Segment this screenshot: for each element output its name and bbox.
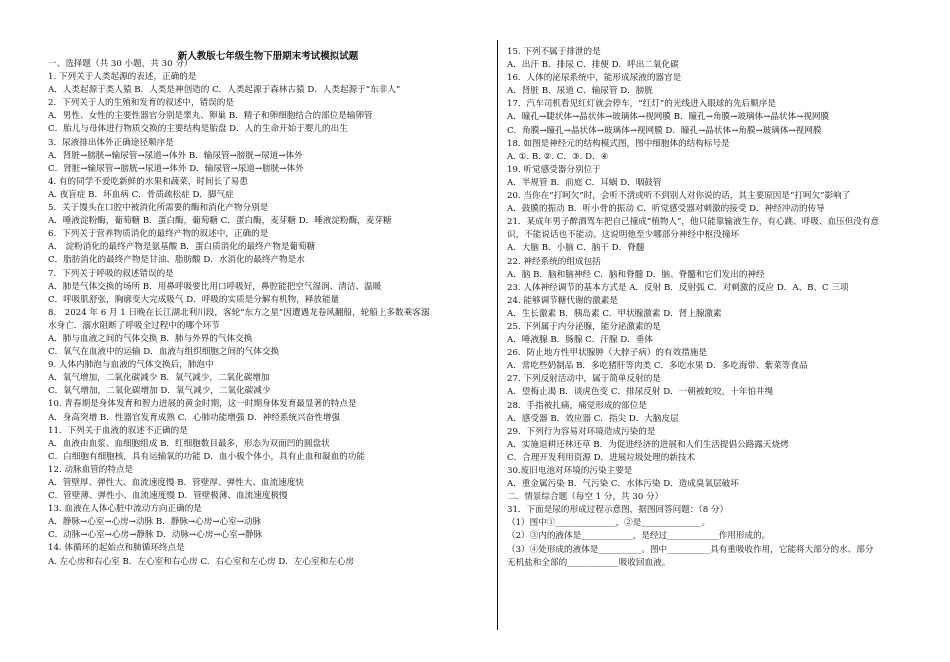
question-line: C．氧气在血液中的运输 D．血液与组织细胞之间的气体交换 xyxy=(48,347,280,358)
question-line: 27. 下列反射活动中，属于简单反射的是 xyxy=(507,374,661,385)
question-line: 3．尿液排出体外正确途径顺序是 xyxy=(48,137,174,148)
question-line: A．常吃些奶制品 B．多吃猪肝等肉类 C．多吃水果 D．多吃海带、紫菜等食品 xyxy=(507,361,808,372)
question-line: 30.废旧电池对环境的污染主要是 xyxy=(507,466,633,476)
question-line: A．脑 B．脑和脑神经 C．脑和脊髓 D．脑、脊髓和它们发出的神经 xyxy=(507,269,765,280)
question-line: A．半规管 B．前庭 C．耳蜗 D．咽鼓管 xyxy=(507,177,662,188)
question-line: 5．关于馒头在口腔中被消化所需要的酶和消化产物分别是 xyxy=(48,203,269,214)
question-line: C．合理开发利用资源 D．进展垃圾处理的新技术 xyxy=(507,452,696,463)
question-line: A．人类起源于类人猿 B．人类是神创造的 C．人类起源于森林古猿 D．人类起源于“东非人” xyxy=(48,85,401,96)
question-line: 1. 下列关于人类起源的表述，正确的是 xyxy=(48,72,197,83)
right-column xyxy=(507,46,939,570)
exam-title: 新人教版七年级生物下册期末考试模拟试题 xyxy=(177,51,359,62)
question-line: 29．下列行为容易对环境造成污染的是 xyxy=(507,426,656,437)
question-line: A．肾脏 B．尿道 C．输尿管 D．膀胱 xyxy=(507,86,653,97)
question-line: C．白细胞有细胞核，具有运输氧的功能 D．血小板个体小，具有止血和凝血的功能 xyxy=(48,451,365,462)
left-column xyxy=(48,38,488,569)
question-line: C．氧气增加，二氧化碳增加 D．氧气减少，二氧化碳减少 xyxy=(48,386,271,397)
question-line: 20. 当你在“打呵欠”时，会听不清或听不到别人对你说的话，其主要原因是“打呵欠”影响了 xyxy=(507,191,851,202)
question-line: 14. 体循环的起始点和肺循环终点是 xyxy=(48,543,185,554)
question-line: A. 左心房和右心室 B．左心室和右心房 C．右心室和左心房 D．左心室和左心房 xyxy=(48,556,355,567)
question-line: 24. 能够调节糖代谢的激素是 xyxy=(507,295,618,306)
question-line: 16．人体的泌尿系统中，能形成尿液的器官是 xyxy=(507,73,682,84)
question-line: A．肺与血液之间的气体交换 B．肺与外界的气体交换 xyxy=(48,333,253,344)
question-line: A．肾脏→膀胱→输尿管→尿道→体外 B．输尿管→膀胱→尿道→体外 xyxy=(48,150,303,161)
question-line: A. ①. B. ②. C．③. D．④ xyxy=(507,151,609,162)
question-line: C．脂肪消化的最终产物是甘油、脂肪酸 D．水消化的最终产物是水 xyxy=(48,255,305,266)
question-line: 12. 动脉血管的特点是 xyxy=(48,464,134,475)
question-line: 识，不能说话也不能动。这说明他至少哪部分神经中枢没撞坏 xyxy=(507,230,740,241)
question-line: 21．某成年男子醉酒驾车把自己撞成“植物人”，他只能靠输液生存，有心跳、呼吸、血压但没有意 xyxy=(507,217,880,228)
question-line: 18. 如图是神经元的结构模式图，图中细胞体的结构标号是 xyxy=(507,138,730,149)
question-line: A．血液由血浆、血细胞组成 B．红细胞数目最多，形态为双面凹的圆盘状 xyxy=(48,438,330,449)
question-line: A．重金属污染 B．气污染 C．水体污染 D．造成臭氧层破坏 xyxy=(507,479,739,490)
question-line: A．生长激素 B．胰岛素 C．甲状腺激素 D．肾上腺激素 xyxy=(507,308,722,319)
question-line: （1）图中①______________，②是______________。 xyxy=(507,518,711,529)
question-line: A．望梅止渴 B．谈虎色变 C．排尿反射 D．一朝被蛇咬，十年怕井绳 xyxy=(507,387,774,398)
question-line: 9. 人体内肺泡与血液的气体交换后，肺泡中 xyxy=(48,360,214,371)
question-line: A．瞳孔→睫状体→晶状体→玻璃体→视网膜 B．瞳孔→角膜→玻璃体→晶状体→视网膜 xyxy=(507,112,830,123)
question-line: 25. 下列属于内分泌腺，能分泌激素的是 xyxy=(507,321,661,332)
question-line: 31．下面是尿的形成过程示意图，据图回答问题：（8 分） xyxy=(507,505,729,516)
question-line: A．感受器 B．效应器 C．指尖 D．大脑皮层 xyxy=(507,413,679,424)
question-line: A．男性、女性的主要性器官分别是睾丸、卵巢 B．精子和卵细胞结合的部位是输卵管 xyxy=(48,111,373,122)
question-line: A．唾液腺 B．肠腺 C．汗腺 D．垂体 xyxy=(507,335,653,346)
question-line: 7．下列关于呼吸的叙述错误的是 xyxy=(48,268,174,279)
question-line: 无机盐和全部的____________吸收回血液。 xyxy=(507,557,671,568)
question-line: A．唾液淀粉酶，葡萄糖 B．蛋白酶，葡萄糖 C．蛋白酶，麦芽糖 D．唾液淀粉酶，麦芽糖 xyxy=(48,216,392,227)
question-line: C．呼吸肌舒张，胸廓变大完成吸气 D．呼吸的实质是分解有机物，释放能量 xyxy=(48,294,340,305)
question-line: A. 夜盲症 B．坏血病 C．骨质疏松症 D．脚气症 xyxy=(48,189,234,200)
question-line: 6．下列关于营养物质消化的最终产物的叙述中，正确的是 xyxy=(48,229,269,240)
question-line: 19. 听觉感受器分别位于 xyxy=(507,164,601,175)
question-line: A．鼓膜的振动 B．听小骨的振动 C．听觉感受器对刺激的接受 D．神经冲动的传导 xyxy=(507,204,825,215)
question-line: A．氧气增加，二氧化碳减少 B．氧气减少，二氧化碳增加 xyxy=(48,373,270,384)
question-line: 22. 神经系统的组成包括 xyxy=(507,256,601,267)
question-line: A．出汗 B．排尿 C．排便 D．呼出二氧化碳 xyxy=(507,60,679,71)
question-line: 4. 有的同学不爱吃新鲜的水果和蔬菜，时间长了易患 xyxy=(48,176,248,187)
question-line: 26．防止地方性甲状腺肿（大脖子病）的有效措施是 xyxy=(507,348,707,359)
question-line: A．静脉→心室→心房→动脉 B．静脉→心房→心室→动脉 xyxy=(48,517,262,528)
question-line: 11．下列关于血液的叙述不正确的是 xyxy=(48,425,188,436)
question-line: C．动脉→心室→心房→静脉 D．动脉→心房→心室→静脉 xyxy=(48,530,263,541)
question-line: 15. 下列不属于排泄的是 xyxy=(507,47,601,57)
question-line: A．实施退耕还林还草 B．为促进经济的进展和人们生活提倡公路露天烧烤 xyxy=(507,439,789,450)
question-line: 10. 青春期是身体发育和智力进展的黄金时期，这一时期身体发育最显著的特点是 xyxy=(48,399,357,410)
question-line: C．管壁薄、弹性小、血流速度慢 D．管壁极薄、血流速度极慢 xyxy=(48,491,288,502)
question-line: 二．情景综合题（每空 1 分，共 30 分） xyxy=(507,492,664,503)
question-line: A． 淀粉消化的最终产物是氨基酸 B．蛋白质消化的最终产物是葡萄糖 xyxy=(48,242,316,253)
question-line: 8． 2024 年 6 月 1 日晚在长江湖北利川段，客轮“东方之星”因遭遇龙卷风翻船，轮船上多数乘客溺 xyxy=(48,307,430,318)
question-line: A．大脑 B．小脑 C．脑干 D．脊髓 xyxy=(507,243,645,254)
question-line: 一、选择题（共 30 小题，共 30 分） xyxy=(48,59,193,69)
question-line: 17．汽车司机看见红灯就会停车，“红灯”的光线进入眼球的先后顺序是 xyxy=(507,99,776,110)
question-line: （3）④处形成的液体是__________。图中__________具有重吸收作用，它能将大部分的水、部分 xyxy=(507,544,874,555)
question-line: C．肾脏→输尿管→膀胱→尿道→体外 D．输尿管→尿道→膀胱→体外 xyxy=(48,163,304,174)
question-line: A．身高突增 B．性器官发育成熟 C．心肺功能增强 D．神经系统兴奋性增强 xyxy=(48,412,340,423)
question-line: 13. 血液在人体心脏中流动方向正确的是 xyxy=(48,504,202,515)
column-divider xyxy=(497,40,498,630)
question-line: C．胎儿与母体进行物质交换的主要结构是胎盘 D．人的生命开始于婴儿的出生 xyxy=(48,124,348,135)
question-line: 23. 人体神经调节的基本方式是 A．反射 B．反射弧 C．对刺激的反应 D．A、B、C 三项 xyxy=(507,282,849,293)
question-line: A．管壁厚、弹性大、血流速度慢 B．管壁厚、弹性大、血流速度快 xyxy=(48,478,304,488)
question-line: A．肺是气体交换的场所 B．用鼻呼吸要比用口呼吸好，鼻腔能把空气湿润、清洁、温暖 xyxy=(48,281,382,292)
question-line: 28．手指被扎痛，痛觉形成的部位是 xyxy=(507,400,647,411)
question-line: （2）③内的液体是____________，是经过____________作用形成的。 xyxy=(507,531,771,542)
question-line: 2．下列关于人的生殖和发育的叙述中，错误的是 xyxy=(48,98,234,109)
question-line: 水身亡．溺水阻断了呼吸全过程中的哪个环节 xyxy=(48,320,220,331)
question-line: C．角膜→瞳孔→晶状体→玻璃体→视网膜 D．瞳孔→晶状体→角膜→玻璃体→视网膜 xyxy=(507,125,822,136)
